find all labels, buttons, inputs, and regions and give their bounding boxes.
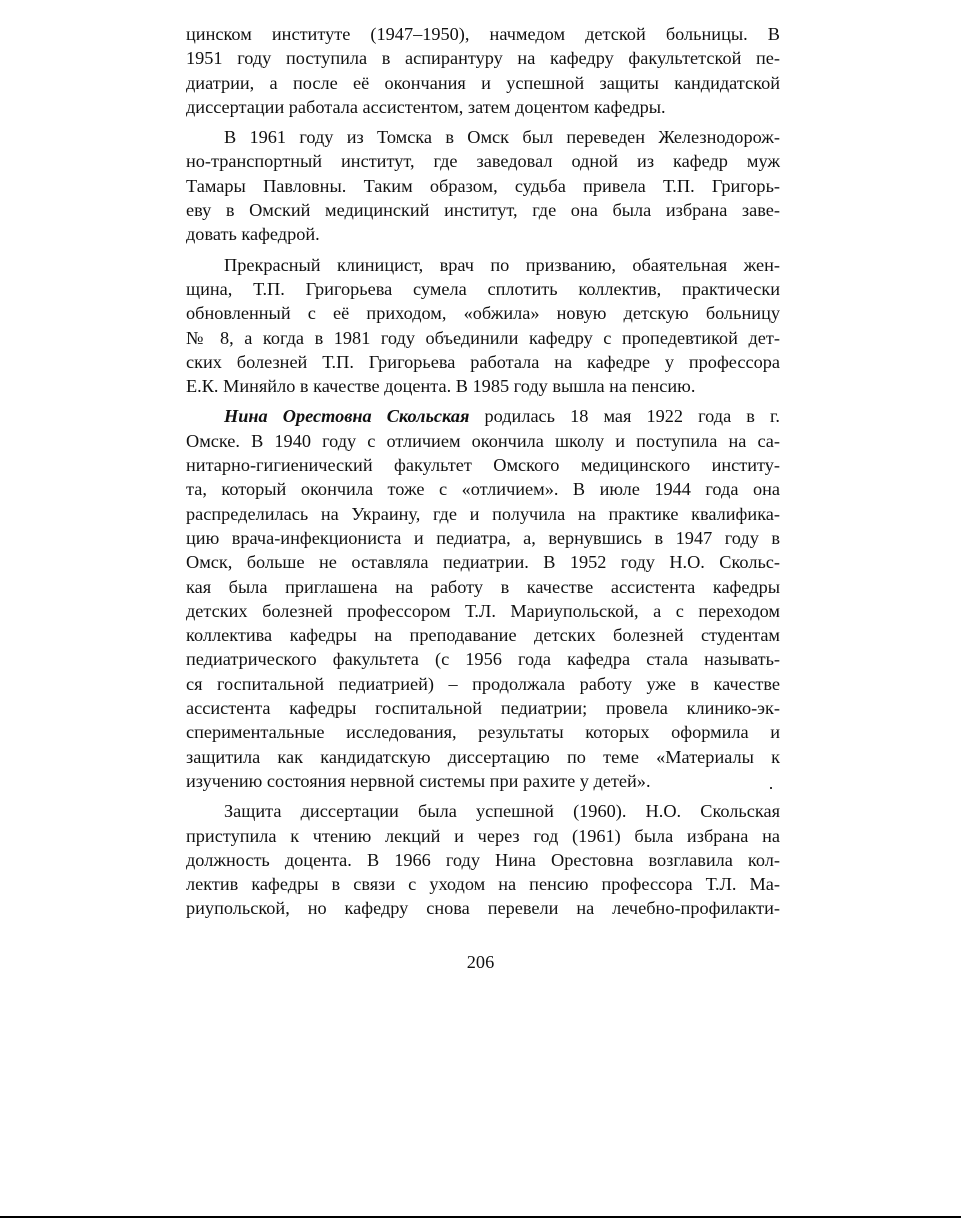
text-line: приступила к чтению лекций и через год (1961) была избрана на — [186, 825, 780, 846]
paragraph — [186, 253, 780, 399]
paragraph — [186, 22, 780, 119]
text-line: Омске. В 1940 году с отличием окончила школу и поступила на са- — [186, 430, 780, 451]
text-line: но-транспортный институт, где заведовал одной из кафедр муж — [186, 151, 780, 172]
paragraph — [186, 404, 780, 793]
text-line: В 1961 году из Томска в Омск был переведен Железнодорож- — [224, 127, 780, 148]
paragraph — [186, 125, 780, 246]
page-number: 206 — [466, 952, 495, 972]
text-line: ассистента кафедры госпитальной педиатрии; провела клинико-эк- — [186, 698, 780, 719]
text-line — [186, 404, 780, 428]
text-line: распределилась на Украину, где и получила на практике квалифика- — [186, 503, 780, 524]
text-line: обновленный с её приходом, «обжила» новую детскую больницу — [186, 303, 780, 324]
text-line: Е.К. Миняйло в качестве доцента. В 1985 году вышла на пенсию. — [186, 376, 696, 397]
text-line: цию врача-инфекциониста и педиатра, а, вернувшись в 1947 году в — [186, 527, 780, 548]
text-line: педиатрического факультета (с 1956 года кафедра стала называть- — [186, 649, 780, 670]
text-line: защитила как кандидатскую диссертацию по теме «Материалы к — [186, 746, 780, 767]
text-line: риупольской, но кафедру снова перевели на лечебно-профилакти- — [186, 898, 780, 919]
text-line: Защита диссертации была успешной (1960). Н.О. Скольская — [224, 801, 780, 822]
text-line: 1951 году поступила в аспирантуру на кафедру факультетской пе- — [186, 48, 780, 69]
text-line: нитарно-гигиенический факультет Омского медицинского институ- — [186, 455, 780, 476]
text-line: ских болезней Т.П. Григорьева работала на кафедре у профессора — [186, 351, 780, 372]
text-line: изучению состояния нервной системы при рахите у детей». — [186, 770, 651, 791]
text-line: довать кафедрой. — [186, 224, 320, 245]
text-line: Прекрасный клиницист, врач по призванию, обаятельная жен- — [224, 254, 780, 275]
paragraph — [186, 799, 780, 920]
person-name: Нина Орестовна Скольская — [224, 406, 470, 427]
text-line: ся госпитальной педиатрией) – продолжала работу уже в качестве — [186, 673, 780, 694]
text-line: еву в Омский медицинский институт, где она была избрана заве- — [186, 200, 780, 221]
text-line: цинском институте (1947–1950), начмедом детской больницы. В — [186, 24, 780, 44]
text-line: щина, Т.П. Григорьева сумела сплотить коллектив, практически — [186, 278, 780, 299]
text-line: коллектива кафедры на преподавание детских болезней студентам — [186, 625, 780, 646]
text-line: № 8, а когда в 1981 году объединили кафедру с пропедевтикой дет- — [186, 327, 780, 348]
text-line: кая была приглашена на работу в качестве ассистента кафедры — [186, 576, 780, 597]
page-text — [186, 22, 780, 921]
text-line: диатрии, а после её окончания и успешной защиты кандидатской — [186, 72, 780, 93]
scan-edge-line — [0, 1216, 961, 1218]
text-line: та, который окончила тоже с «отличием». В июле 1944 года она — [186, 479, 780, 500]
text-fragment: родилась 18 мая 1922 года в г. — [469, 406, 780, 427]
text-line: должность доцента. В 1966 году Нина Орестовна возглавила кол- — [186, 849, 780, 870]
text-line: Тамары Павловны. Таким образом, судьба привела Т.П. Григорь- — [186, 175, 780, 196]
text-line: детских болезней профессором Т.Л. Мариупольской, а с переходом — [186, 600, 780, 621]
text-line: диссертации работала ассистентом, затем доцентом кафедры. — [186, 96, 666, 117]
text-line: спериментальные исследования, результаты которых оформила и — [186, 722, 780, 743]
scan-speck — [770, 787, 772, 789]
text-line: Омск, больше не оставляла педиатрии. В 1952 году Н.О. Скольс- — [186, 552, 780, 573]
text-line: лектив кафедры в связи с уходом на пенсию профессора Т.Л. Ма- — [186, 874, 780, 895]
